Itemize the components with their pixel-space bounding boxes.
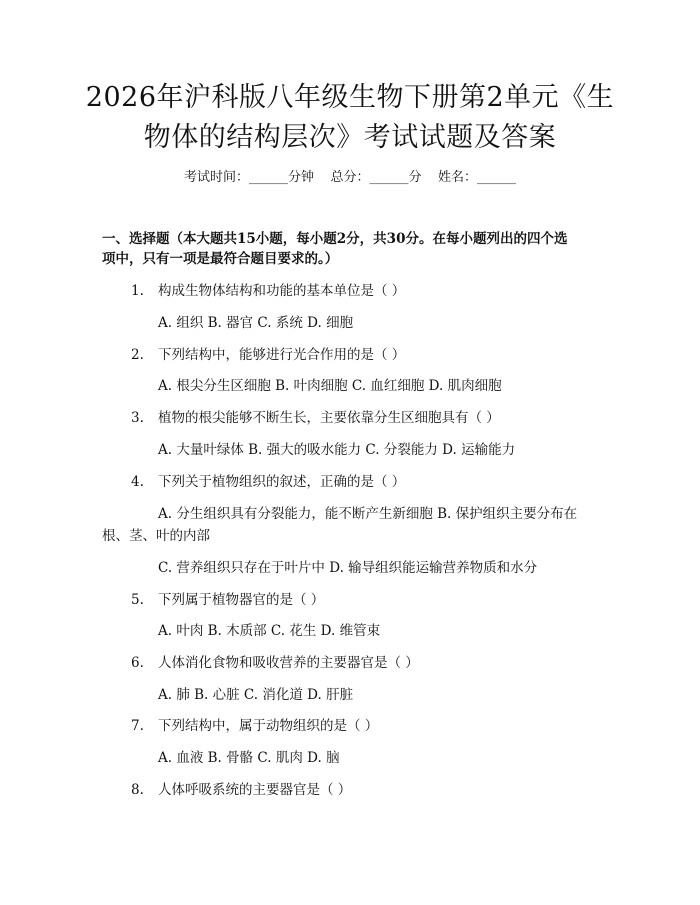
question-number: 2.	[131, 347, 144, 363]
question-stem: 下列关于植物组织的叙述，正确的是（ ）	[158, 474, 406, 490]
question-6-options: A. 肺 B. 心脏 C. 消化道 D. 肝脏	[158, 687, 354, 703]
question-4-options-ab-continued: 根、茎、叶的内部	[102, 528, 210, 544]
question-3-options: A. 大量叶绿体 B. 强大的吸水能力 C. 分裂能力 D. 运输能力	[158, 442, 516, 458]
page-title	[60, 78, 640, 158]
question-stem: 人体呼吸系统的主要器官是（ ）	[158, 782, 352, 798]
question-stem: 下列结构中，能够进行光合作用的是（ ）	[158, 347, 406, 363]
question-1	[131, 281, 631, 301]
question-stem: 植物的根尖能够不断生长，主要依靠分生区细胞具有（ ）	[158, 410, 500, 426]
question-4-options-ab: A. 分生组织具有分裂能力，能不断产生新细胞 B. 保护组织主要分布在	[158, 506, 578, 522]
question-stem: 人体消化食物和吸收营养的主要器官是（ ）	[158, 655, 419, 671]
question-3	[131, 408, 631, 428]
question-1-options: A. 组织 B. 器官 C. 系统 D. 细胞	[158, 315, 354, 331]
question-5-options: A. 叶肉 B. 木质部 C. 花生 D. 维管束	[158, 623, 381, 639]
question-2	[131, 345, 631, 365]
question-6	[131, 653, 631, 673]
section-heading	[102, 229, 602, 269]
question-stem: 下列属于植物器官的是（ ）	[158, 592, 325, 608]
section-heading-line-1: 一、选择题（本大题共15小题，每小题2分，共30分。在每小题列出的四个选	[102, 231, 568, 247]
question-number: 5.	[131, 592, 144, 608]
question-4	[131, 472, 631, 492]
section-heading-line-2: 项中，只有一项是最符合题目要求的。）	[102, 251, 339, 267]
question-7	[131, 716, 631, 736]
question-2-options: A. 根尖分生区细胞 B. 叶肉细胞 C. 血红细胞 D. 肌肉细胞	[158, 378, 502, 394]
exam-info-line: 考试时间：______分钟 总分：______分 姓名：______	[183, 170, 517, 185]
question-7-options: A. 血液 B. 骨骼 C. 肌肉 D. 脑	[158, 750, 340, 766]
question-number: 3.	[131, 410, 144, 426]
title-line-2: 物体的结构层次》考试试题及答案	[143, 122, 557, 153]
question-number: 7.	[131, 718, 144, 734]
question-number: 1.	[131, 283, 144, 299]
title-line-1: 2026年沪科版八年级生物下册第2单元《生	[85, 82, 615, 113]
question-stem: 下列结构中，属于动物组织的是（ ）	[158, 718, 379, 734]
question-4-options-cd: C. 营养组织只存在于叶片中 D. 输导组织能运输营养物质和水分	[158, 560, 538, 576]
question-5	[131, 590, 631, 610]
question-number: 4.	[131, 474, 144, 490]
question-number: 8.	[131, 782, 144, 798]
question-8	[131, 780, 631, 800]
question-number: 6.	[131, 655, 144, 671]
question-stem: 构成生物体结构和功能的基本单位是（ ）	[158, 283, 406, 299]
